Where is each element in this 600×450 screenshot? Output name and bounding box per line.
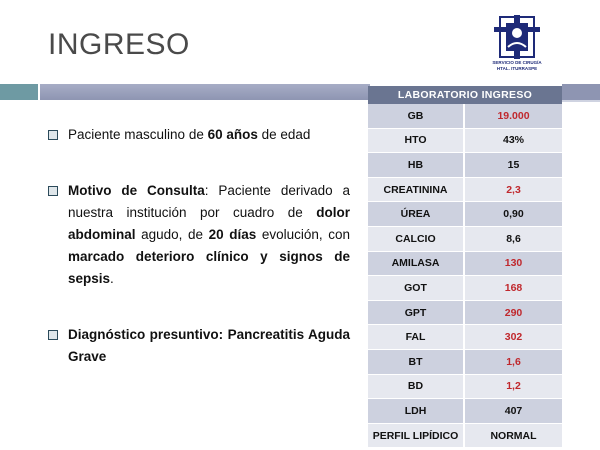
lab-row [368,350,562,375]
lab-row [368,153,562,178]
lab-test-name: CALCIO [368,227,465,252]
bullet-text: de edad [257,127,311,142]
bullet-reason [48,180,350,290]
bullet-bold-text: dolor abdominal [68,205,350,242]
bullet-text: : Paciente derivado a nuestra institución por cuadro de [68,183,350,220]
lab-test-value: 407 [465,399,562,424]
bullet-square-icon [48,186,58,196]
lab-table-header: LABORATORIO INGRESO [368,86,562,104]
bullet-text: Paciente masculino de [68,127,208,142]
lab-row [368,424,562,449]
lab-table [368,86,562,448]
lab-table-body [368,104,562,448]
lab-row [368,399,562,424]
lab-test-value: 15 [465,153,562,178]
lab-test-value: 302 [465,325,562,350]
lab-test-value: 43% [465,129,562,154]
lab-test-name: BD [368,375,465,400]
bullet-text: agudo, de [135,227,209,242]
lab-test-value: 2,3 [465,178,562,203]
lab-row [368,227,562,252]
logo-caption [478,60,556,72]
bullet-list [48,124,350,368]
bullet-square-icon [48,130,58,140]
bullet-bold-text: marcado deterioro clínico y signos de sepsis [68,249,350,286]
lab-test-value: 8,6 [465,227,562,252]
lab-test-value: 168 [465,276,562,301]
lab-row [368,301,562,326]
lab-test-name: ÚREA [368,202,465,227]
lab-test-name: LDH [368,399,465,424]
lab-test-name: AMILASA [368,252,465,277]
lab-test-name: GB [368,104,465,129]
lab-test-name: BT [368,350,465,375]
lab-test-name: GPT [368,301,465,326]
header-band [40,84,370,100]
lab-test-name: HB [368,153,465,178]
slide-title: INGRESO [48,28,190,61]
lab-row [368,252,562,277]
bullet-bold-text: 20 días [208,227,257,242]
bullet-text: evolución, con [256,227,351,242]
logo-caption-line-2: HTAL. ITURRASPE [496,66,538,71]
lab-row [368,325,562,350]
bullet-diagnosis [48,324,350,368]
lab-test-value: 1,6 [465,350,562,375]
logo-caption-line-1: SERVICIO DE CIRUGÍA [492,60,542,65]
bullet-label: Diagnóstico presuntivo [68,327,219,342]
bullet-separator: : [218,327,228,342]
bullet-text: . [110,271,114,286]
lab-row [368,104,562,129]
lab-test-value: 1,2 [465,375,562,400]
lab-test-value: NORMAL [465,424,562,449]
header-band-tail [562,84,600,100]
lab-test-name: GOT [368,276,465,301]
lab-test-name: PERFIL LIPÍDICO [368,424,465,449]
lab-test-name: FAL [368,325,465,350]
lab-row [368,129,562,154]
lab-test-value: 290 [465,301,562,326]
header-band-line [562,100,600,102]
lab-test-value: 130 [465,252,562,277]
lab-test-name: CREATININA [368,178,465,203]
bullet-square-icon [48,330,58,340]
lab-test-value: 0,90 [465,202,562,227]
lab-row [368,202,562,227]
lab-row [368,276,562,301]
bullet-bold-text: Pancreatitis Aguda Grave [68,327,350,364]
lab-test-value: 19.000 [465,104,562,129]
lab-test-name: HTO [368,129,465,154]
bullet-label: Motivo de Consulta [68,183,205,198]
bullet-bold-text: 60 años [207,127,258,142]
header-band-teal [0,84,38,100]
bullet-patient [48,124,350,146]
lab-row [368,178,562,203]
lab-row [368,375,562,400]
